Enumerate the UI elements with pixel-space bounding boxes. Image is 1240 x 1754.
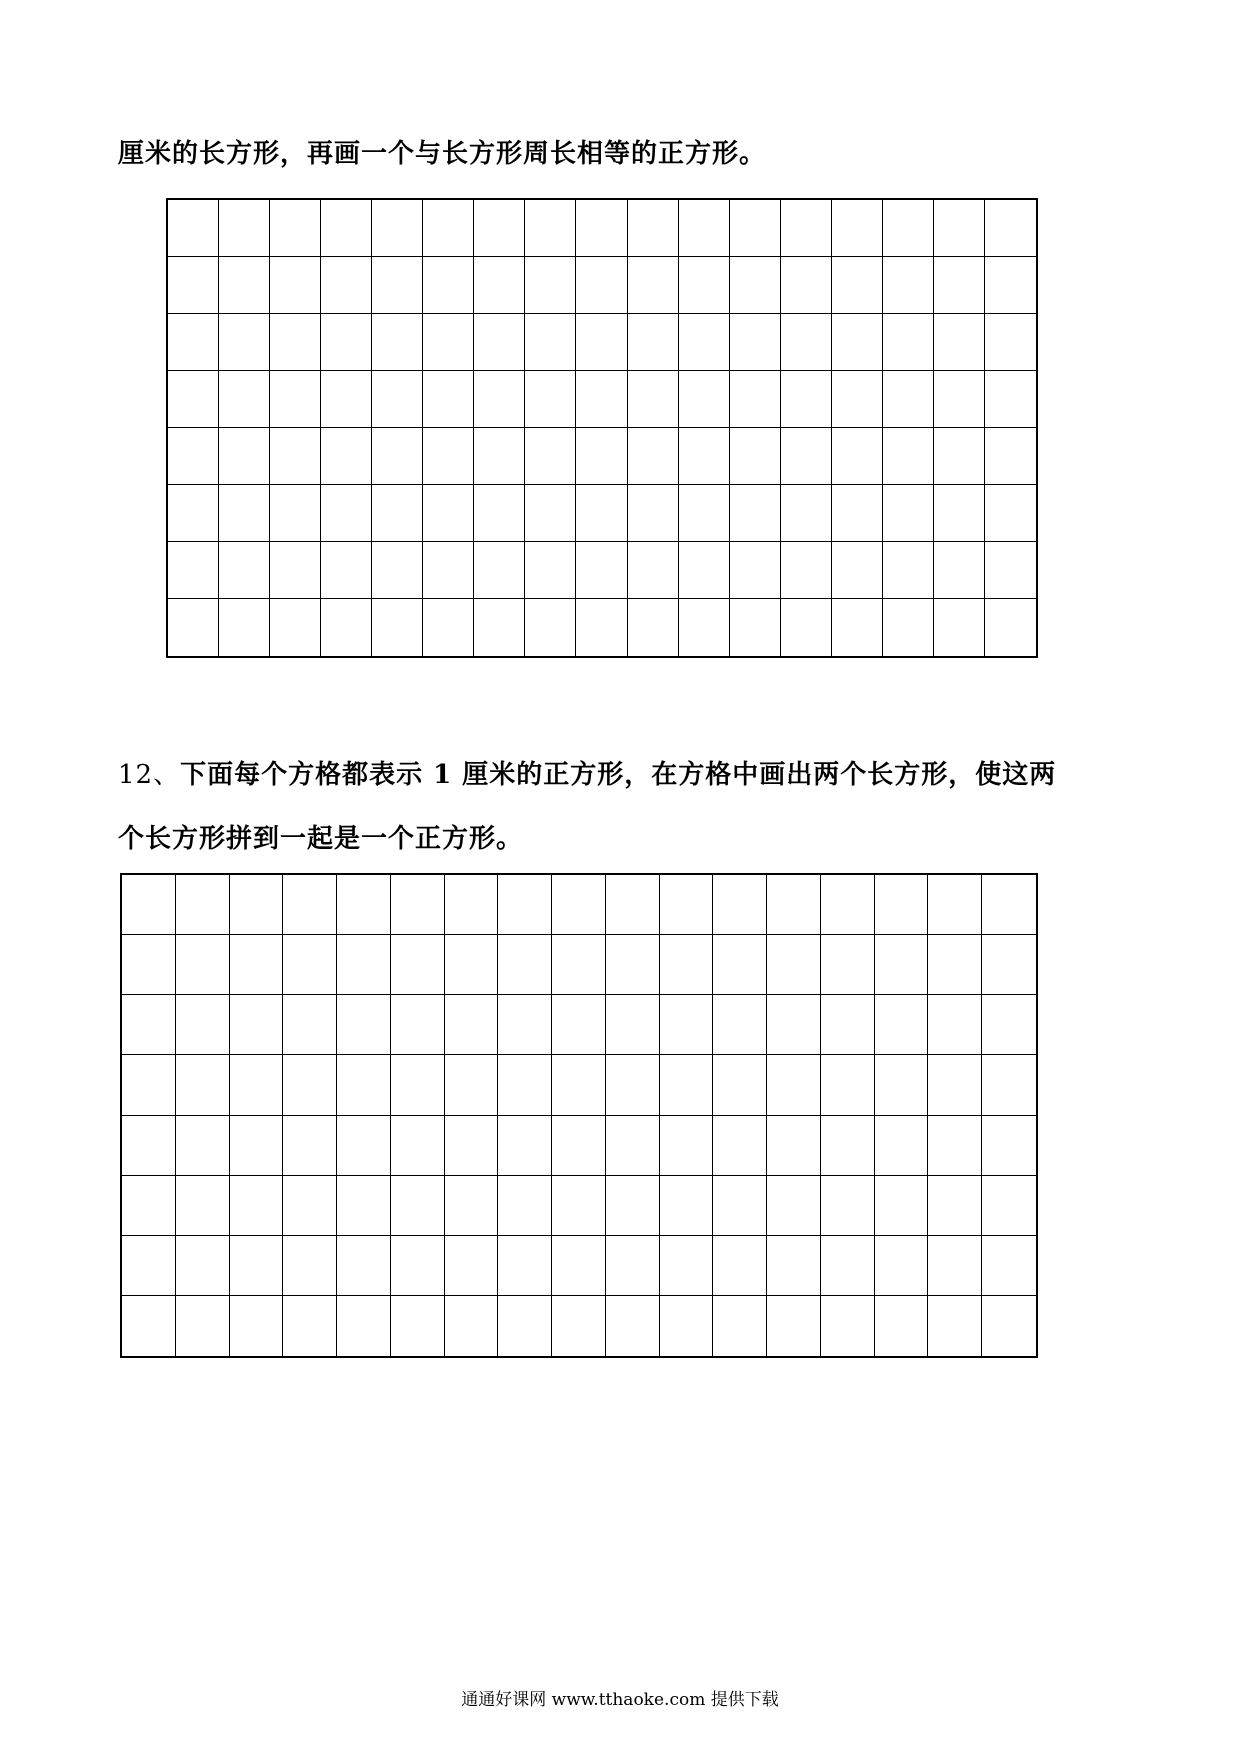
- grid-cell[interactable]: [767, 1236, 821, 1296]
- grid-cell[interactable]: [176, 995, 230, 1055]
- grid-cell[interactable]: [423, 200, 474, 257]
- grid-cell[interactable]: [445, 1296, 499, 1356]
- grid-cell[interactable]: [270, 428, 321, 485]
- grid-cell[interactable]: [576, 257, 627, 314]
- grid-cell[interactable]: [660, 995, 714, 1055]
- grid-cell[interactable]: [168, 542, 219, 599]
- grid-cell[interactable]: [713, 1236, 767, 1296]
- grid-cell[interactable]: [168, 257, 219, 314]
- grid-cell[interactable]: [552, 935, 606, 995]
- grid-cell[interactable]: [219, 542, 270, 599]
- grid-cell[interactable]: [321, 371, 372, 428]
- grid-cell[interactable]: [283, 935, 337, 995]
- grid-cell[interactable]: [525, 257, 576, 314]
- grid-cell[interactable]: [525, 428, 576, 485]
- grid-cell[interactable]: [372, 371, 423, 428]
- grid-cell[interactable]: [934, 314, 985, 371]
- grid-cell[interactable]: [928, 1055, 982, 1115]
- grid-cell[interactable]: [168, 428, 219, 485]
- task11-text: 厘米的长方形，再画一个与长方形周长相等的正方形。: [118, 139, 767, 169]
- grid-cell[interactable]: [552, 1296, 606, 1356]
- grid-cell[interactable]: [730, 371, 781, 428]
- grid-cell[interactable]: [883, 599, 934, 656]
- grid-cell[interactable]: [337, 1176, 391, 1236]
- grid-cell[interactable]: [219, 371, 270, 428]
- grid-cell[interactable]: [928, 995, 982, 1055]
- grid-cell[interactable]: [821, 1176, 875, 1236]
- grid-cell[interactable]: [713, 935, 767, 995]
- grid-cell[interactable]: [552, 1116, 606, 1176]
- grid-cell[interactable]: [781, 200, 832, 257]
- grid-cell[interactable]: [230, 1116, 284, 1176]
- grid-cell[interactable]: [391, 875, 445, 935]
- grid-cell[interactable]: [445, 875, 499, 935]
- grid-cell[interactable]: [781, 314, 832, 371]
- grid-cell[interactable]: [474, 257, 525, 314]
- grid-cell[interactable]: [660, 935, 714, 995]
- grid-cell[interactable]: [270, 314, 321, 371]
- grid-cell[interactable]: [883, 257, 934, 314]
- grid-cell[interactable]: [445, 995, 499, 1055]
- grid-cell[interactable]: [576, 599, 627, 656]
- drawing-grid-task12[interactable]: [120, 873, 1038, 1358]
- grid-cell[interactable]: [576, 485, 627, 542]
- grid-cell[interactable]: [219, 428, 270, 485]
- grid-cell[interactable]: [679, 599, 730, 656]
- grid-cell[interactable]: [821, 875, 875, 935]
- grid-cell[interactable]: [985, 428, 1036, 485]
- grid-cell[interactable]: [713, 1116, 767, 1176]
- grid-cell[interactable]: [230, 1296, 284, 1356]
- grid-cell[interactable]: [606, 995, 660, 1055]
- grid-cell[interactable]: [372, 428, 423, 485]
- grid-cell[interactable]: [606, 875, 660, 935]
- grid-cell[interactable]: [283, 875, 337, 935]
- grid-cell[interactable]: [122, 1176, 176, 1236]
- grid-cell[interactable]: [283, 1236, 337, 1296]
- grid-cell[interactable]: [270, 371, 321, 428]
- grid-cell[interactable]: [730, 428, 781, 485]
- grid-cell[interactable]: [985, 542, 1036, 599]
- task12-line2: 个长方形拼到一起是一个正方形。: [118, 824, 524, 854]
- grid-cell[interactable]: [270, 200, 321, 257]
- grid-cell[interactable]: [321, 314, 372, 371]
- grid-cell[interactable]: [934, 542, 985, 599]
- grid-cell[interactable]: [230, 1236, 284, 1296]
- grid-cell[interactable]: [498, 1236, 552, 1296]
- grid-cell[interactable]: [122, 995, 176, 1055]
- grid-cell[interactable]: [445, 935, 499, 995]
- grid-cell[interactable]: [391, 1116, 445, 1176]
- grid-cell[interactable]: [832, 200, 883, 257]
- grid-cell[interactable]: [423, 371, 474, 428]
- grid-cell[interactable]: [832, 542, 883, 599]
- grid-cell[interactable]: [552, 1055, 606, 1115]
- grid-cell[interactable]: [230, 995, 284, 1055]
- grid-cell[interactable]: [985, 314, 1036, 371]
- grid-cell[interactable]: [283, 1055, 337, 1115]
- grid-cell[interactable]: [606, 1055, 660, 1115]
- grid-cell[interactable]: [767, 1176, 821, 1236]
- grid-cell[interactable]: [883, 200, 934, 257]
- task12-line1: [118, 758, 1056, 792]
- grid-cell[interactable]: [391, 1296, 445, 1356]
- grid-cell[interactable]: [372, 599, 423, 656]
- grid-cell[interactable]: [230, 875, 284, 935]
- grid-cell[interactable]: [767, 995, 821, 1055]
- grid-cell[interactable]: [283, 1116, 337, 1176]
- grid-cell[interactable]: [283, 1296, 337, 1356]
- grid-cell[interactable]: [985, 371, 1036, 428]
- grid-cell[interactable]: [337, 875, 391, 935]
- grid-cell[interactable]: [781, 371, 832, 428]
- grid-cell[interactable]: [525, 200, 576, 257]
- grid-cell[interactable]: [498, 1296, 552, 1356]
- grid-cell[interactable]: [821, 1236, 875, 1296]
- grid-cell[interactable]: [679, 542, 730, 599]
- grid-cell[interactable]: [474, 371, 525, 428]
- grid-cell[interactable]: [883, 314, 934, 371]
- grid-cell[interactable]: [713, 1296, 767, 1356]
- grid-cell[interactable]: [498, 935, 552, 995]
- grid-cell[interactable]: [679, 485, 730, 542]
- grid-cell[interactable]: [230, 935, 284, 995]
- grid-cell[interactable]: [552, 1176, 606, 1236]
- grid-cell[interactable]: [628, 428, 679, 485]
- grid-cell[interactable]: [730, 599, 781, 656]
- grid-cell[interactable]: [985, 257, 1036, 314]
- grid-cell[interactable]: [576, 314, 627, 371]
- grid-cell[interactable]: [474, 485, 525, 542]
- grid-cell[interactable]: [219, 485, 270, 542]
- grid-cell[interactable]: [982, 1055, 1036, 1115]
- grid-cell[interactable]: [474, 599, 525, 656]
- grid-cell[interactable]: [445, 1116, 499, 1176]
- grid-cell[interactable]: [660, 1296, 714, 1356]
- grid-cell[interactable]: [168, 371, 219, 428]
- grid-cell[interactable]: [321, 599, 372, 656]
- grid-cell[interactable]: [730, 257, 781, 314]
- grid-cell[interactable]: [713, 875, 767, 935]
- grid-cell[interactable]: [730, 314, 781, 371]
- grid-cell[interactable]: [875, 935, 929, 995]
- grid-cell[interactable]: [606, 1296, 660, 1356]
- grid-cell[interactable]: [176, 875, 230, 935]
- grid-cell[interactable]: [781, 428, 832, 485]
- grid-cell[interactable]: [628, 599, 679, 656]
- grid-cell[interactable]: [168, 599, 219, 656]
- grid-cell[interactable]: [474, 428, 525, 485]
- grid-cell[interactable]: [781, 485, 832, 542]
- grid-cell[interactable]: [270, 257, 321, 314]
- grid-cell[interactable]: [168, 485, 219, 542]
- grid-cell[interactable]: [337, 935, 391, 995]
- grid-cell[interactable]: [982, 1236, 1036, 1296]
- question-text-line1: 下面每个方格都表示 1 厘米的正方形，在方格中画出两个长方形，使这两: [180, 760, 1057, 790]
- grid-cell[interactable]: [928, 1296, 982, 1356]
- grid-cell[interactable]: [391, 1176, 445, 1236]
- grid-cell[interactable]: [660, 1116, 714, 1176]
- grid-cell[interactable]: [445, 1236, 499, 1296]
- grid-cell[interactable]: [576, 200, 627, 257]
- grid-cell[interactable]: [985, 485, 1036, 542]
- grid-cell[interactable]: [660, 1055, 714, 1115]
- grid-cell[interactable]: [321, 485, 372, 542]
- grid-cell[interactable]: [934, 200, 985, 257]
- grid-cell[interactable]: [883, 371, 934, 428]
- grid-cell[interactable]: [219, 599, 270, 656]
- grid-cell[interactable]: [875, 875, 929, 935]
- grid-cell[interactable]: [679, 200, 730, 257]
- grid-cell[interactable]: [821, 1055, 875, 1115]
- grid-cell[interactable]: [628, 371, 679, 428]
- grid-cell[interactable]: [176, 1236, 230, 1296]
- grid-cell[interactable]: [122, 935, 176, 995]
- grid-cell[interactable]: [168, 200, 219, 257]
- grid-cell[interactable]: [391, 1055, 445, 1115]
- grid-cell[interactable]: [679, 314, 730, 371]
- grid-cell[interactable]: [423, 485, 474, 542]
- grid-cell[interactable]: [985, 599, 1036, 656]
- grid-cell[interactable]: [767, 1116, 821, 1176]
- grid-cell[interactable]: [832, 371, 883, 428]
- grid-cell[interactable]: [270, 485, 321, 542]
- grid-cell[interactable]: [576, 371, 627, 428]
- grid-cell[interactable]: [660, 875, 714, 935]
- question-number: 12、: [118, 760, 181, 790]
- grid-cell[interactable]: [767, 935, 821, 995]
- grid-cell[interactable]: [391, 1236, 445, 1296]
- grid-cell[interactable]: [423, 599, 474, 656]
- grid-cell[interactable]: [176, 1296, 230, 1356]
- grid-cell[interactable]: [498, 1055, 552, 1115]
- grid-cell[interactable]: [391, 995, 445, 1055]
- grid-cell[interactable]: [552, 995, 606, 1055]
- grid-cell[interactable]: [168, 314, 219, 371]
- grid-cell[interactable]: [928, 935, 982, 995]
- grid-cell[interactable]: [230, 1176, 284, 1236]
- grid-cell[interactable]: [628, 485, 679, 542]
- grid-cell[interactable]: [821, 1296, 875, 1356]
- grid-cell[interactable]: [875, 1236, 929, 1296]
- grid-cell[interactable]: [730, 200, 781, 257]
- grid-cell[interactable]: [230, 1055, 284, 1115]
- grid-cell[interactable]: [321, 200, 372, 257]
- grid-cell[interactable]: [321, 428, 372, 485]
- grid-cell[interactable]: [219, 314, 270, 371]
- grid-cell[interactable]: [660, 1236, 714, 1296]
- grid-cell[interactable]: [875, 1176, 929, 1236]
- grid-cell[interactable]: [122, 1296, 176, 1356]
- grid-cell[interactable]: [934, 599, 985, 656]
- grid-cell[interactable]: [337, 995, 391, 1055]
- grid-cell[interactable]: [423, 428, 474, 485]
- grid-cell[interactable]: [934, 371, 985, 428]
- grid-cell[interactable]: [628, 200, 679, 257]
- grid-cell[interactable]: [321, 257, 372, 314]
- grid-cell[interactable]: [781, 599, 832, 656]
- grid-cell[interactable]: [606, 1236, 660, 1296]
- grid-cell[interactable]: [270, 542, 321, 599]
- grid-cell[interactable]: [606, 1176, 660, 1236]
- grid-cell[interactable]: [122, 1236, 176, 1296]
- grid-cell[interactable]: [219, 200, 270, 257]
- grid-cell[interactable]: [781, 257, 832, 314]
- grid-cell[interactable]: [982, 935, 1036, 995]
- grid-cell[interactable]: [832, 257, 883, 314]
- grid-cell[interactable]: [821, 935, 875, 995]
- grid-cell[interactable]: [525, 599, 576, 656]
- grid-cell[interactable]: [883, 542, 934, 599]
- grid-cell[interactable]: [934, 485, 985, 542]
- grid-cell[interactable]: [283, 995, 337, 1055]
- grid-cell[interactable]: [372, 200, 423, 257]
- grid-cell[interactable]: [982, 1296, 1036, 1356]
- grid-cell[interactable]: [832, 428, 883, 485]
- grid-cell[interactable]: [270, 599, 321, 656]
- grid-cell[interactable]: [498, 995, 552, 1055]
- grid-cell[interactable]: [337, 1055, 391, 1115]
- grid-cell[interactable]: [423, 257, 474, 314]
- grid-cell[interactable]: [474, 542, 525, 599]
- grid-cell[interactable]: [821, 1116, 875, 1176]
- grid-cell[interactable]: [498, 1176, 552, 1236]
- grid-cell[interactable]: [934, 257, 985, 314]
- grid-cell[interactable]: [606, 935, 660, 995]
- grid-cell[interactable]: [679, 257, 730, 314]
- grid-cell[interactable]: [628, 314, 679, 371]
- grid-cell[interactable]: [372, 257, 423, 314]
- grid-cell[interactable]: [372, 485, 423, 542]
- grid-cell[interactable]: [730, 485, 781, 542]
- grid-cell[interactable]: [525, 314, 576, 371]
- grid-cell[interactable]: [713, 1176, 767, 1236]
- grid-cell[interactable]: [337, 1116, 391, 1176]
- grid-cell[interactable]: [372, 314, 423, 371]
- grid-cell[interactable]: [423, 314, 474, 371]
- grid-cell[interactable]: [982, 1116, 1036, 1176]
- grid-cell[interactable]: [679, 371, 730, 428]
- grid-cell[interactable]: [875, 1296, 929, 1356]
- grid-cell[interactable]: [321, 542, 372, 599]
- grid-cell[interactable]: [982, 875, 1036, 935]
- grid-cell[interactable]: [985, 200, 1036, 257]
- grid-cell[interactable]: [928, 1176, 982, 1236]
- grid-cell[interactable]: [176, 1116, 230, 1176]
- grid-cell[interactable]: [713, 1055, 767, 1115]
- grid-cell[interactable]: [445, 1055, 499, 1115]
- grid-cell[interactable]: [832, 599, 883, 656]
- grid-cell[interactable]: [552, 875, 606, 935]
- footer-credit: 通通好课网 www.tthaoke.com 提供下载: [461, 1690, 779, 1710]
- grid-cell[interactable]: [781, 542, 832, 599]
- grid-cell[interactable]: [552, 1236, 606, 1296]
- grid-cell[interactable]: [883, 428, 934, 485]
- grid-cell[interactable]: [122, 1055, 176, 1115]
- grid-cell[interactable]: [875, 1055, 929, 1115]
- grid-cell[interactable]: [875, 1116, 929, 1176]
- grid-cell[interactable]: [122, 875, 176, 935]
- grid-cell[interactable]: [525, 371, 576, 428]
- grid-cell[interactable]: [423, 542, 474, 599]
- grid-cell[interactable]: [982, 995, 1036, 1055]
- grid-cell[interactable]: [337, 1236, 391, 1296]
- grid-cell[interactable]: [337, 1296, 391, 1356]
- grid-cell[interactable]: [525, 485, 576, 542]
- grid-cell[interactable]: [445, 1176, 499, 1236]
- grid-cell[interactable]: [372, 542, 423, 599]
- grid-cell[interactable]: [832, 485, 883, 542]
- grid-cell[interactable]: [928, 1236, 982, 1296]
- grid-cell[interactable]: [283, 1176, 337, 1236]
- grid-cell[interactable]: [628, 542, 679, 599]
- grid-cell[interactable]: [832, 314, 883, 371]
- grid-cell[interactable]: [606, 1116, 660, 1176]
- grid-cell[interactable]: [767, 1055, 821, 1115]
- grid-cell[interactable]: [122, 1116, 176, 1176]
- grid-cell[interactable]: [525, 542, 576, 599]
- grid-cell[interactable]: [679, 428, 730, 485]
- grid-cell[interactable]: [219, 257, 270, 314]
- grid-cell[interactable]: [875, 995, 929, 1055]
- grid-cell[interactable]: [767, 1296, 821, 1356]
- grid-cell[interactable]: [628, 257, 679, 314]
- grid-cell[interactable]: [576, 428, 627, 485]
- grid-cell[interactable]: [821, 995, 875, 1055]
- grid-cell[interactable]: [176, 1176, 230, 1236]
- drawing-grid-task11[interactable]: [166, 198, 1038, 658]
- grid-cell[interactable]: [660, 1176, 714, 1236]
- grid-cell[interactable]: [713, 995, 767, 1055]
- grid-cell[interactable]: [934, 428, 985, 485]
- grid-cell[interactable]: [767, 875, 821, 935]
- grid-cell[interactable]: [576, 542, 627, 599]
- grid-cell[interactable]: [391, 935, 445, 995]
- grid-cell[interactable]: [498, 875, 552, 935]
- grid-cell[interactable]: [176, 935, 230, 995]
- grid-cell[interactable]: [474, 314, 525, 371]
- grid-cell[interactable]: [883, 485, 934, 542]
- grid-cell[interactable]: [928, 875, 982, 935]
- grid-cell[interactable]: [176, 1055, 230, 1115]
- grid-cell[interactable]: [928, 1116, 982, 1176]
- grid-cell[interactable]: [474, 200, 525, 257]
- grid-cell[interactable]: [730, 542, 781, 599]
- grid-cell[interactable]: [498, 1116, 552, 1176]
- grid-cell[interactable]: [982, 1176, 1036, 1236]
